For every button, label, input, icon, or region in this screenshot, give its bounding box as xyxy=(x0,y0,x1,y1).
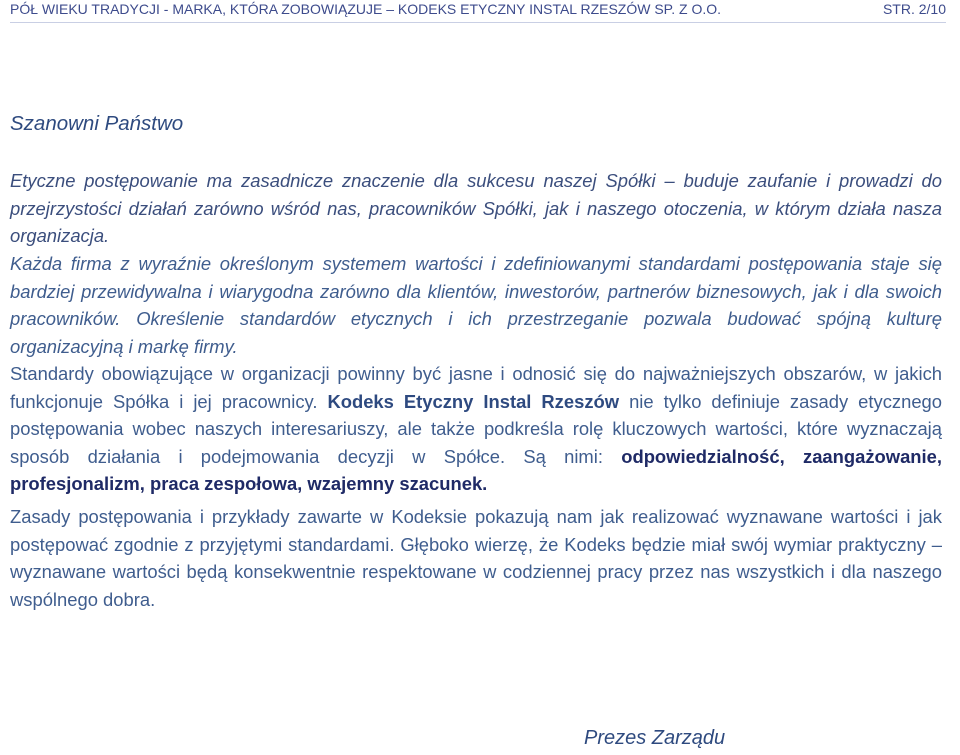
core-values: odpowiedzialność, zaangażowanie, profesjonalizm, praca zespołowa, wzajemny szacunek. xyxy=(10,445,942,494)
page-header xyxy=(10,0,946,23)
paragraph-practice: Zasady postępowania i przykłady zawarte w Kodeksie pokazują nam jak realizować wyznawane wartości i jak postępować zgodnie z przyjętymi standardami. Głęboko wierzę, że Kodeks będzie miał swój wymiar praktyczny – wyznawane wartości będą konsekwentnie respektowane w codziennej pracy przez nas wszystkich i dla naszego wspólnego dobra. xyxy=(10,506,942,610)
page-label: STR. xyxy=(882,1,915,17)
paragraph-values-system xyxy=(10,250,942,360)
paragraph3-part2: nie tylko definiuje zasady etycznego postępowania wobec naszych interesariuszy, ale także podkreśla rolę kluczowych wartości, które wyznaczają sposób działania i podejmowania decyzji w Spółce. Są nimi: xyxy=(10,390,943,467)
paragraph3-part1: Standardy obowiązujące w organizacji powinny być jasne i odnosić się do najważniejszych obszarów, w jakich funkcjonuje Spółka i jej pracownicy. xyxy=(10,363,942,412)
paragraph-intro: Etyczne postępowanie ma zasadnicze znaczenie dla sukcesu naszej Spółki – buduje zaufanie i prowadzi do przejrzystości działań zarówno wśród nas, pracowników Spółki, jak i naszego otoczenia, w którym działa nasza organizacja. xyxy=(10,170,942,246)
paragraph-standards xyxy=(10,360,942,498)
paragraph2-part1: Każda firma z wyraźnie określonym systemem wartości i zdefiniowanymi standardami postępowania staje się bardziej przewidywalna i wiarygodna zarówno dla klientów, inwestorów, partnerów biznesowych, jak i dla swoich pracowników. xyxy=(10,253,942,329)
greeting: Szanowni Państwo xyxy=(10,112,184,135)
code-name: Kodeks Etyczny Instal Rzeszów xyxy=(327,390,620,412)
page-number: 2/10 xyxy=(918,1,946,17)
signature: Prezes Zarządu xyxy=(584,727,726,749)
header-title: PÓŁ WIEKU TRADYCJI - MARKA, KTÓRA ZOBOWIĄZUJE – KODEKS ETYCZNY INSTAL RZESZÓW SP. Z O.O. xyxy=(10,1,721,17)
paragraph2-part2: Określenie standardów etycznych i ich przestrzeganie pozwala budować spójną kulturę organizacyjną i markę firmy. xyxy=(10,308,942,357)
page-indicator xyxy=(883,1,946,17)
